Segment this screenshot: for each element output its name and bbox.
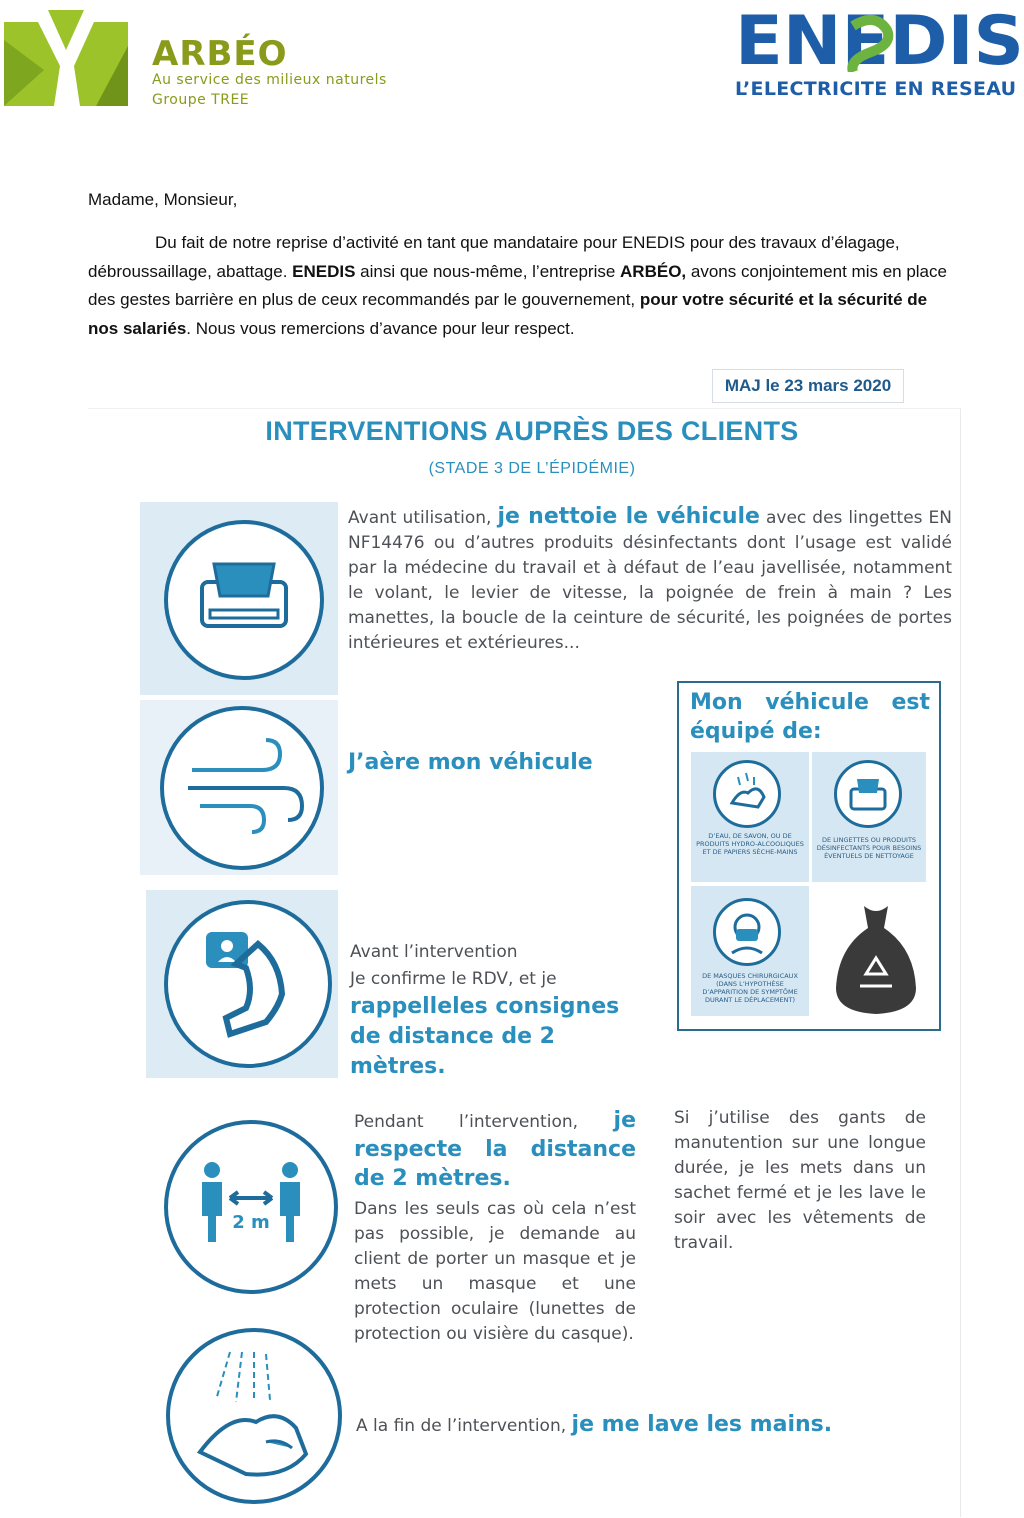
mask-circle	[713, 898, 781, 966]
paragraph-text-1: Du fait de notre reprise d’activité en tant que mandataire pour ENEDIS pour des travaux d’élagage, débroussaillage, abattage.	[88, 233, 900, 281]
distance-icon	[168, 1124, 334, 1290]
mask-icon	[716, 901, 778, 963]
step3-line2: Je confirme le RDV, et je	[350, 969, 557, 989]
step1-highlight: je nettoie le véhicule	[497, 504, 760, 529]
arbeo-logo-mark	[4, 10, 128, 106]
enedis-logo-text: ENEDIS	[735, 6, 1024, 72]
hand-wash-icon	[716, 763, 778, 825]
wipes-icon	[168, 524, 320, 676]
handwash-circle	[166, 1328, 342, 1504]
paragraph-text-2: ainsi que nous-même, l’entreprise	[355, 261, 621, 281]
step4-intro: Pendant l’intervention,	[354, 1112, 614, 1132]
infographic-subtitle: (STADE 3 DE L’ÉPIDÉMIE)	[428, 460, 636, 477]
step5-text	[356, 1412, 876, 1439]
equipment-title: Mon véhicule est équipé de:	[690, 690, 930, 744]
equipment-soap-cell	[691, 752, 809, 882]
air-circle	[160, 706, 324, 870]
step3-highlight: rappelleles consignes de distance de 2 mètres.	[350, 994, 620, 1079]
phone-circle	[164, 900, 332, 1068]
equipment-mask-cell	[691, 886, 809, 1016]
enedis-logo	[735, 6, 1024, 72]
wipes-small-icon	[837, 763, 899, 825]
step4-body: Dans les seuls cas où cela n’est pas possible, je demande au client de porter un masque et je mets un masque et une protection oculaire (lunettes de protection ou visière du casque).	[354, 1199, 636, 1344]
distance-label: 2 m	[232, 1212, 270, 1233]
paragraph-text-3: avons conjointement mis en place des gestes barrière en plus de ceux recommandés par le gouvernement,	[88, 261, 947, 309]
equipment-caption-3: DE MASQUES CHIRURGICAUX (DANS L’HYPOTHÈSE D’APPARITION DE SYMPTÔME DURANT LE DÉPLACEMENT)	[702, 972, 798, 1004]
distance-circle	[164, 1120, 338, 1294]
step1-body: avec des lingettes EN NF14476 ou d’autres produits désinfectants dont l’usage est validé par la médecine du travail et à défaut de l’eau javellisée, notamment le volant, le levier de vitesse, la poignée de frein à main ? Les manettes, la boucle de la ceinture de sécurité, les poignées de portes intérieures et extérieures...	[348, 508, 952, 653]
handwash-icon	[170, 1332, 338, 1500]
step3-text	[350, 940, 634, 1082]
gloves-text: Si j’utilise des gants de manutention sur une longue durée, je les mets dans un sachet fermé et je les lave le soir avec les vêtements de travail.	[674, 1108, 926, 1253]
step5-highlight: je me lave les mains.	[571, 1412, 833, 1437]
paragraph-bold: pour votre sécurité et la sécurité de nos salariés	[88, 290, 928, 338]
update-badge: MAJ le 23 mars 2020	[712, 369, 904, 403]
step1-intro: Avant utilisation,	[348, 508, 498, 528]
equipment-wipes-cell	[812, 752, 926, 882]
wipes-circle	[164, 520, 324, 680]
step1-text	[348, 504, 952, 656]
paragraph-text-4: . Nous vous remercions d’avance pour leur respect.	[186, 318, 575, 338]
arbeo-group: Groupe TREE	[152, 92, 250, 108]
trash-bag-cell	[820, 894, 934, 1020]
paragraph-arbeo: ARBÉO,	[620, 261, 687, 281]
intro-paragraph	[88, 229, 958, 343]
step4-text	[354, 1106, 636, 1347]
soap-circle	[713, 760, 781, 828]
step4-highlight: je respecte la distance de 2 mètres.	[354, 1108, 636, 1191]
arbeo-name: ARBÉO	[152, 34, 288, 74]
trash-bag-icon	[820, 894, 934, 1020]
step5-intro: A la fin de l’intervention,	[356, 1416, 572, 1436]
phone-icon	[168, 904, 328, 1064]
infographic-title: INTERVENTIONS AUPRÈS DES CLIENTS	[265, 416, 799, 446]
equipment-caption-1: D’EAU, DE SAVON, OU DE PRODUITS HYDRO-ALCOOLIQUES ET DE PAPIERS SÈCHE-MAINS	[696, 832, 804, 856]
paragraph-enedis: ENEDIS	[292, 261, 356, 281]
step2-highlight: J’aère mon véhicule	[348, 750, 593, 775]
salutation: Madame, Monsieur,	[88, 190, 238, 209]
equipment-caption-2: DE LINGETTES OU PRODUITS DÉSINFECTANTS POUR BESOINS ÉVENTUELS DE NETTOYAGE	[816, 836, 922, 860]
wipes-small-circle	[834, 760, 902, 828]
step3-line1: Avant l’intervention	[350, 942, 518, 962]
wind-icon	[164, 710, 320, 866]
enedis-tagline: L’ELECTRICITE EN RESEAU	[735, 78, 1017, 100]
arbeo-tagline: Au service des milieux naturels	[152, 72, 387, 88]
